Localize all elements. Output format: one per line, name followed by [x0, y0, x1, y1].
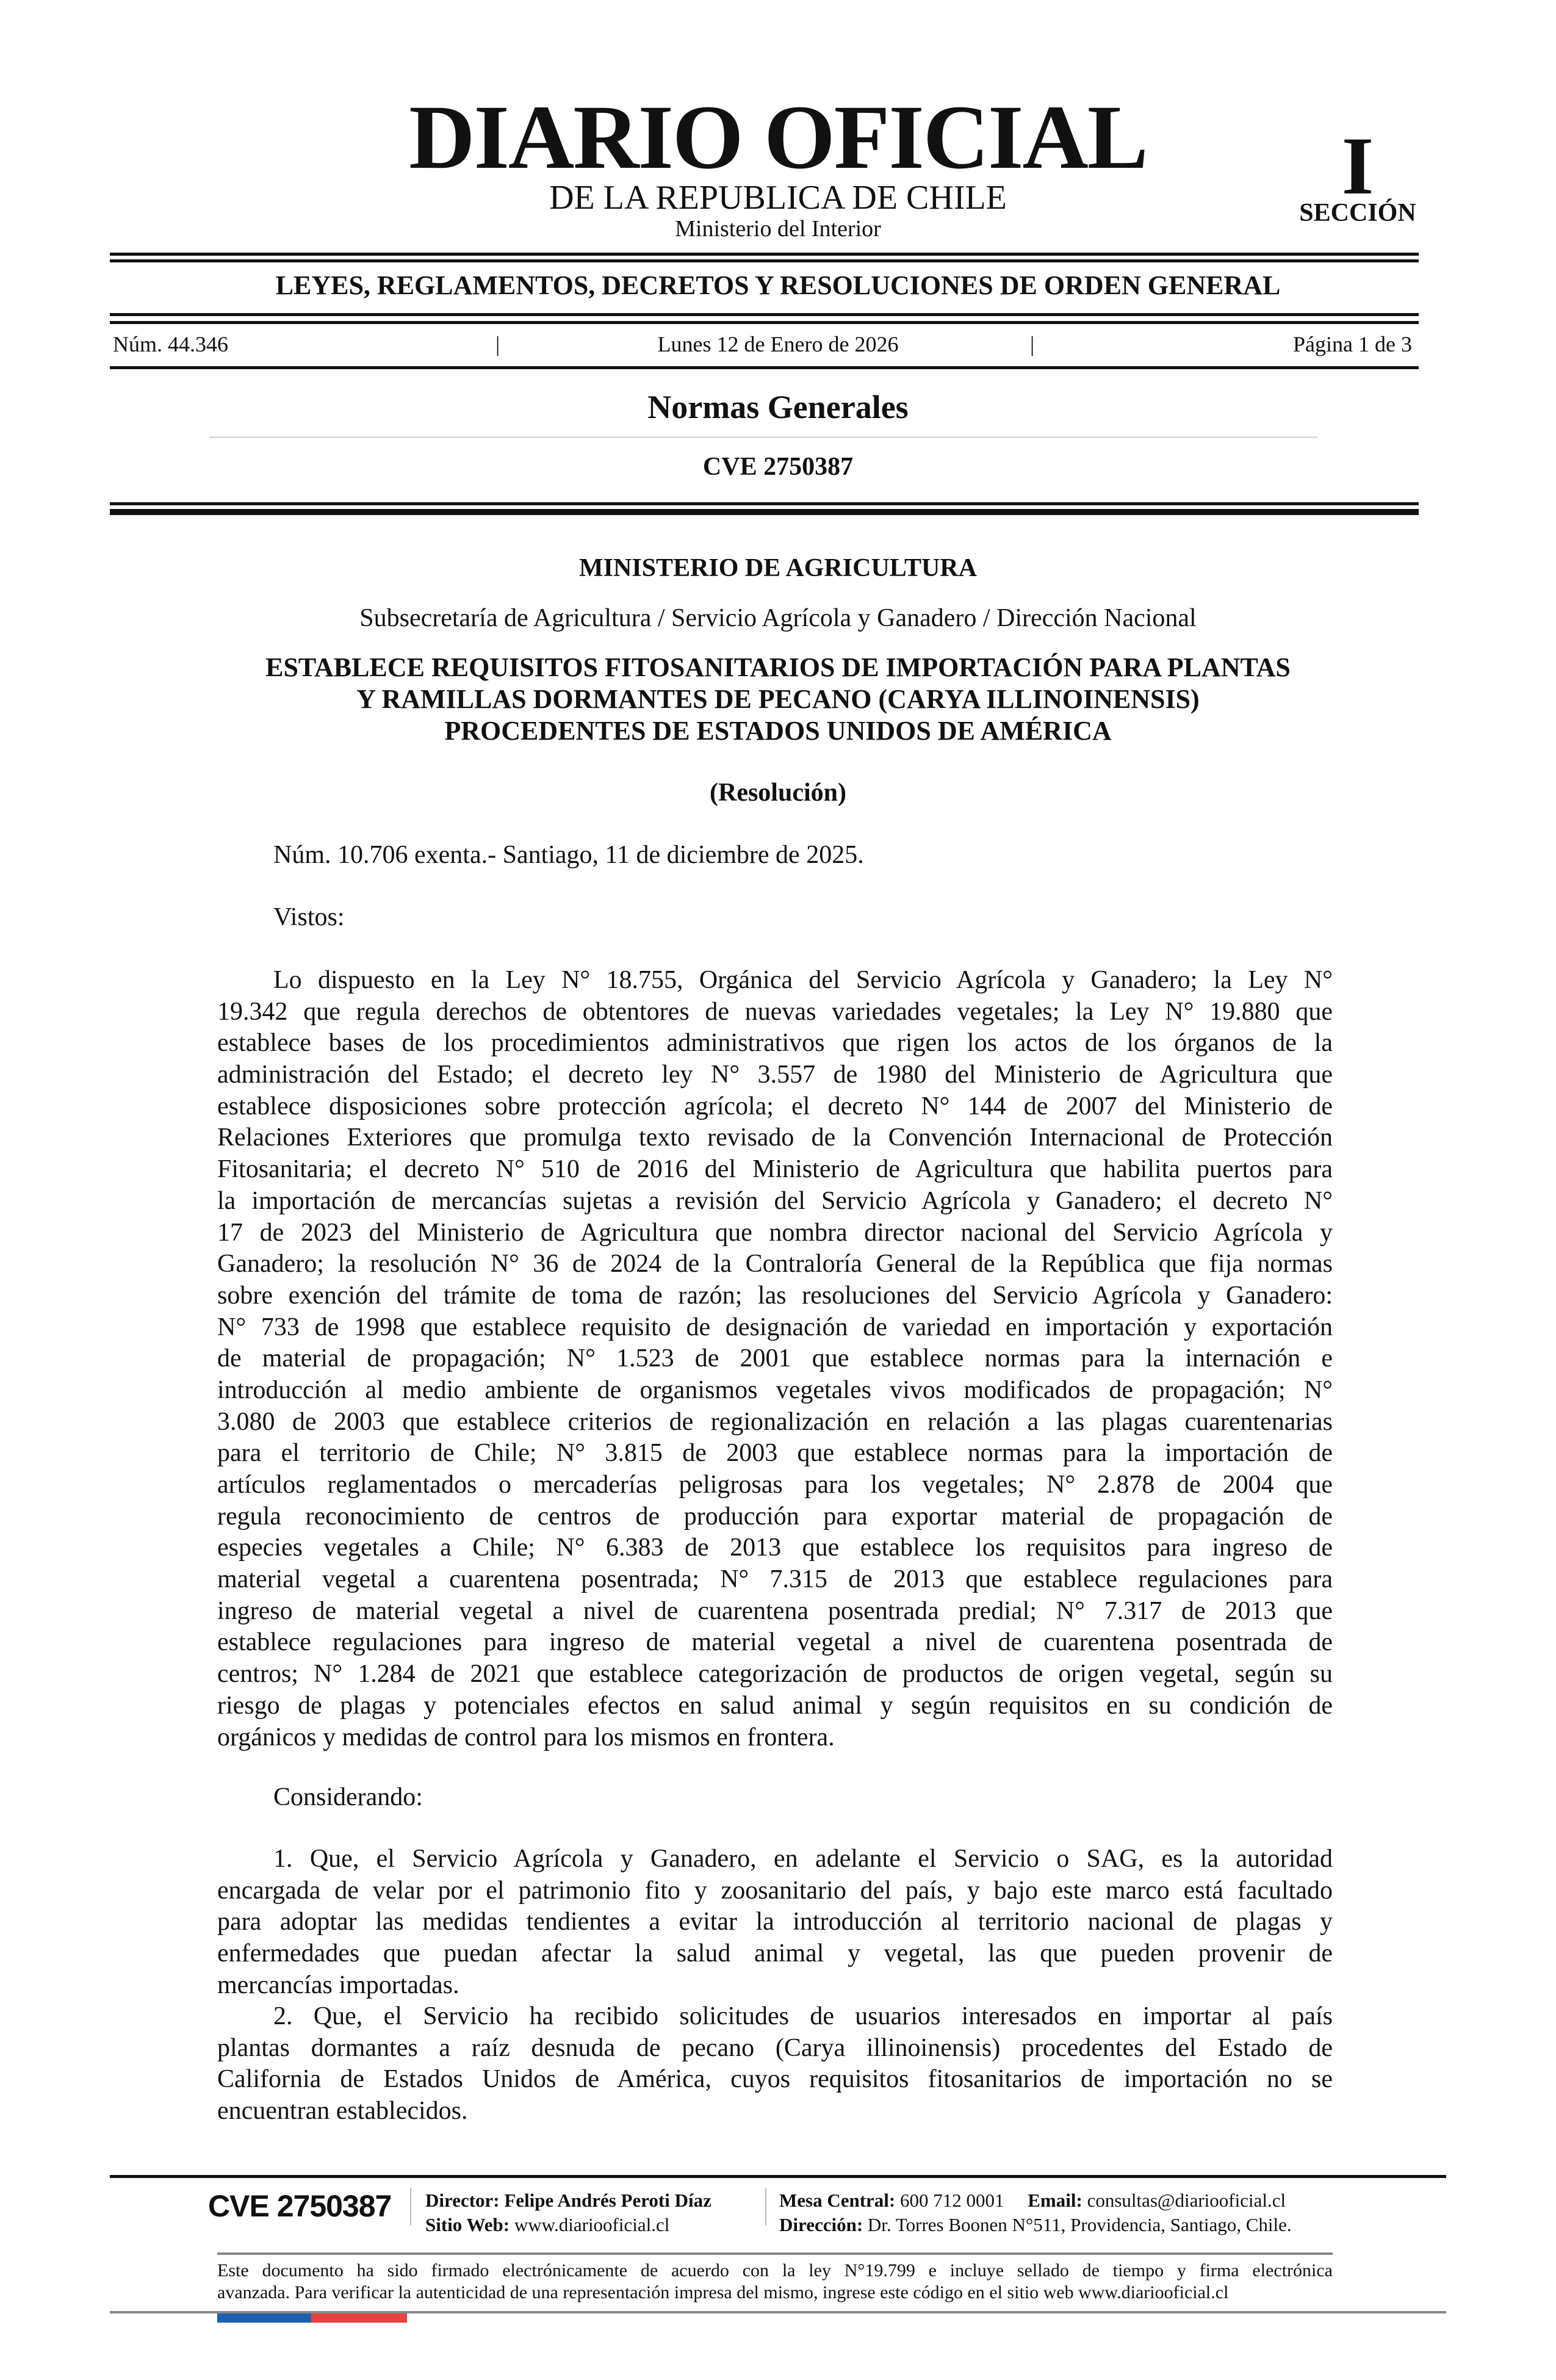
document-title-line: Y RAMILLAS DORMANTES DE PECANO (CARYA ILLINOINENSIS)	[356, 684, 1200, 714]
document-agency: Subsecretaría de Agricultura / Servicio Agrícola y Ganadero / Dirección Nacional	[359, 604, 1197, 632]
text-line: Este documento ha sido firmado electrónicamente de acuerdo con la ley N°19.799 e incluye sellado de tiempo y firma electrónica	[217, 2260, 1333, 2281]
text-line: avanzada. Para verificar la autenticidad de una representación impresa del mismo, ingrese este código en el sitio web www.diariooficial.cl	[217, 2282, 1229, 2302]
section-number: I	[1341, 121, 1374, 212]
text-line: encuentran establecidos.	[217, 2097, 468, 2126]
newspaper-title: DIARIO OFICIAL	[409, 87, 1147, 188]
considerando-heading: Considerando:	[273, 1783, 423, 1811]
vistos-paragraph	[217, 965, 1333, 1753]
text-line: N° 733 de 1998 que establece requisito de designación de variedad en importación y exportación	[217, 1313, 1333, 1341]
issue-number: Núm. 44.346	[113, 332, 228, 356]
address-label: Dirección:	[779, 2214, 863, 2235]
text-line: introducción al medio ambiente de organismos vegetales vivos modificados de propagación; N°	[217, 1376, 1333, 1404]
divider	[217, 2252, 1333, 2255]
text-line: centros; N° 1.284 de 2021 que establece categorización de productos de origen vegetal, según su	[217, 1660, 1333, 1689]
flag-stripe-blue	[217, 2313, 311, 2323]
document-type: (Resolución)	[710, 779, 846, 807]
considerando-item-1	[217, 1844, 1333, 2001]
text-line: la importación de mercancías sujetas a revisión del Servicio Agrícola y Ganadero; el decreto N°	[217, 1186, 1333, 1215]
text-line: Fitosanitaria; el decreto N° 510 de 2016 del Ministerio de Agricultura que habilita puertos para	[217, 1155, 1333, 1184]
flag-stripe-red	[311, 2313, 407, 2323]
text-line: orgánicos y medidas de control para los mismos en frontera.	[217, 1723, 835, 1751]
cve-code: CVE 2750387	[702, 453, 854, 481]
director-name: Felipe Andrés Peroti Díaz	[504, 2190, 711, 2211]
resolution-number: Núm. 10.706 exenta.- Santiago, 11 de diciembre de 2025.	[273, 841, 864, 869]
category-heading: Normas Generales	[647, 389, 909, 425]
footer-divider	[110, 2175, 1446, 2178]
text-line: mercancías importadas.	[217, 1971, 459, 1999]
phone-value: 600 712 0001	[900, 2190, 1004, 2211]
text-line: establece disposiciones sobre protección agrícola; el decreto N° 144 de 2007 del Ministerio de	[217, 1092, 1333, 1120]
divider	[209, 436, 1317, 438]
section-label: SECCIÓN	[1299, 199, 1416, 227]
text-line: 19.342 que regula derechos de obtentores de nuevas variedades vegetales; la Ley N° 19.880 que	[217, 997, 1333, 1026]
divider	[110, 259, 1419, 262]
divider	[110, 313, 1419, 316]
email-link[interactable]: consultas@diariooficial.cl	[1087, 2190, 1286, 2211]
website-info	[425, 2215, 669, 2234]
issue-date: Lunes 12 de Enero de 2026	[657, 332, 899, 356]
text-line: material vegetal a cuarentena posentrada; N° 7.315 de 2013 que establece regulaciones para	[217, 1565, 1333, 1594]
considerando-item-2	[217, 2001, 1333, 2127]
text-line: enfermedades que puedan afectar la salud animal y vegetal, las que pueden provenir de	[217, 1939, 1333, 1968]
text-line: encargada de velar por el patrimonio fito y zoosanitario del país, y bajo este marco está facultado	[217, 1876, 1333, 1905]
text-line: 3.080 de 2003 que establece criterios de regionalización en relación a las plagas cuarentenarias	[217, 1407, 1333, 1436]
address-value: Dr. Torres Boonen N°511, Providencia, Santiago, Chile.	[867, 2214, 1292, 2235]
separator: |	[495, 332, 500, 356]
text-line: 1. Que, el Servicio Agrícola y Ganadero, en adelante el Servicio o SAG, es la autoridad	[273, 1845, 1333, 1873]
phone-label: Mesa Central:	[779, 2190, 896, 2211]
text-line: establece bases de los procedimientos administrativos que rigen los actos de los órganos de la	[217, 1029, 1333, 1058]
director-info	[425, 2191, 711, 2210]
divider	[110, 321, 1419, 324]
text-line: establece regulaciones para ingreso de material vegetal a nivel de cuarentena posentrada de	[217, 1628, 1333, 1657]
divider	[110, 509, 1419, 515]
ministry-label: Ministerio del Interior	[675, 216, 881, 242]
contact-info	[779, 2191, 1286, 2210]
separator: |	[1030, 332, 1035, 356]
banner-heading: LEYES, REGLAMENTOS, DECRETOS Y RESOLUCIONES DE ORDEN GENERAL	[275, 270, 1281, 300]
text-line: administración del Estado; el decreto ley N° 3.557 de 1980 del Ministerio de Agricultura que	[217, 1061, 1333, 1089]
text-line: plantas dormantes a raíz desnuda de pecano (Carya illinoinensis) procedentes del Estado de	[217, 2033, 1333, 2062]
website-link[interactable]: www.diariooficial.cl	[514, 2214, 670, 2235]
divider	[110, 502, 1419, 505]
text-line: regula reconocimiento de centros de producción para exportar material de propagación de	[217, 1502, 1333, 1531]
footer-cve-code: CVE 2750387	[208, 2189, 392, 2223]
director-label: Director:	[425, 2190, 500, 2211]
divider	[110, 253, 1419, 256]
document-title-line: ESTABLECE REQUISITOS FITOSANITARIOS DE IMPORTACIÓN PARA PLANTAS	[265, 652, 1291, 682]
text-line: para el territorio de Chile; N° 3.815 de 2003 que establece normas para la importación de	[217, 1439, 1333, 1468]
text-line: California de Estados Unidos de América, cuyos requisitos fitosanitarios de importación no se	[217, 2065, 1333, 2094]
text-line: sobre exención del trámite de toma de razón; las resoluciones del Servicio Agrícola y Ganadero:	[217, 1281, 1333, 1310]
document-ministry: MINISTERIO DE AGRICULTURA	[579, 554, 977, 582]
vistos-heading: Vistos:	[273, 903, 345, 931]
text-line: para adoptar las medidas tendientes a evitar la introducción al territorio nacional de plagas y	[217, 1908, 1333, 1936]
email-label: Email:	[1028, 2190, 1082, 2211]
divider	[110, 366, 1419, 369]
text-line: de material de propagación; N° 1.523 de 2001 que establece normas para la internación e	[217, 1344, 1333, 1373]
divider	[765, 2188, 766, 2226]
text-line: Lo dispuesto en la Ley N° 18.755, Orgánica del Servicio Agrícola y Ganadero; la Ley N°	[273, 966, 1333, 994]
divider	[410, 2188, 411, 2226]
address-info	[779, 2215, 1292, 2234]
text-line: Relaciones Exteriores que promulga texto revisado de la Convención Internacional de Protección	[217, 1123, 1333, 1152]
text-line: 2. Que, el Servicio ha recibido solicitudes de usuarios interesados en importar al país	[273, 2002, 1333, 2030]
text-line: artículos reglamentados o mercaderías peligrosas para los vegetales; N° 2.878 de 2004 que	[217, 1471, 1333, 1499]
newspaper-subtitle: DE LA REPUBLICA DE CHILE	[549, 179, 1007, 217]
text-line: 17 de 2023 del Ministerio de Agricultura que nombra director nacional del Servicio Agrícola y	[217, 1218, 1333, 1247]
website-label: Sitio Web:	[425, 2214, 510, 2235]
page-indicator: Página 1 de 3	[1293, 332, 1412, 356]
text-line: especies vegetales a Chile; N° 6.383 de 2013 que establece los requisitos para ingreso de	[217, 1534, 1333, 1562]
text-line: riesgo de plagas y potenciales efectos en salud animal y según requisitos en su condición de	[217, 1691, 1333, 1720]
text-line: Ganadero; la resolución N° 36 de 2024 de la Contraloría General de la República que fija normas	[217, 1250, 1333, 1278]
signature-disclaimer	[217, 2260, 1333, 2304]
text-line: ingreso de material vegetal a nivel de cuarentena posentrada predial; N° 7.317 de 2013 que	[217, 1596, 1333, 1625]
document-title-line: PROCEDENTES DE ESTADOS UNIDOS DE AMÉRICA	[444, 716, 1112, 746]
